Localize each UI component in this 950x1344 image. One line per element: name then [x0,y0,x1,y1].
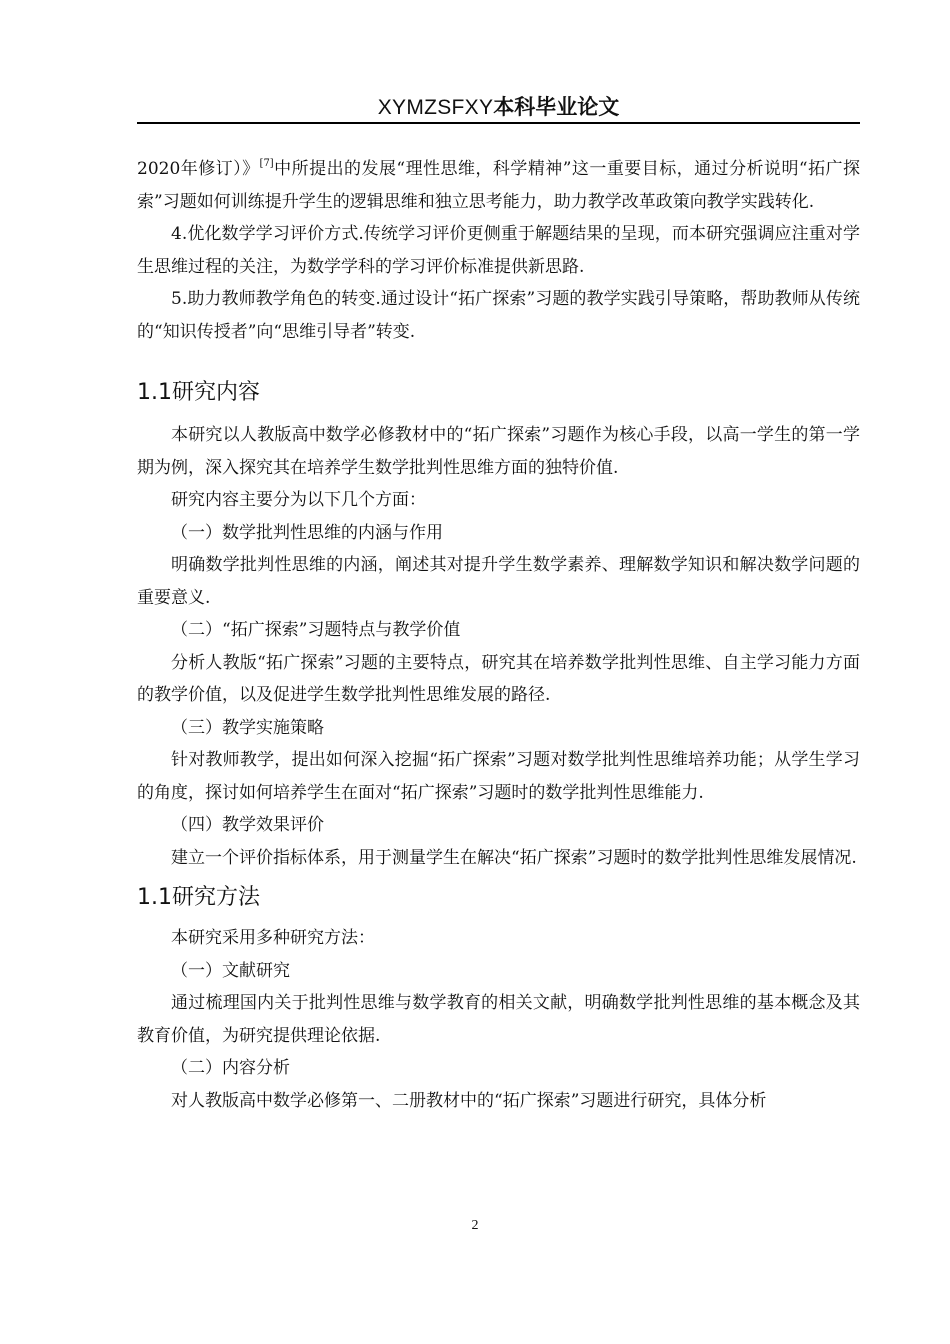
section-heading-research-methods: 1.1研究方法 [137,885,260,910]
section1-paragraph-2: 研究内容主要分为以下几个方面： [171,490,426,510]
subsection-title: （二）“拓广探索”习题特点与教学价值 [171,620,461,640]
subsection-body: 明确数学批判性思维的内涵，阐述其对提升学生数学素养、理解数学知识和解决数学问题的重要意义. [137,555,860,608]
subsection-body: 针对教师教学，提出如何深入挖掘“拓广探索”习题对数学批判性思维培养功能；从学生学习的角度，探讨如何培养学生在面对“拓广探索”习题时的数学批判性思维能力. [137,750,860,803]
subsection-body: 分析人教版“拓广探索”习题的主要特点，研究其在培养数学批判性思维、自主学习能力方面的教学价值，以及促进学生数学批判性思维发展的路径. [137,652,860,705]
intro-paragraph-1 [137,153,860,218]
subsection-body: 建立一个评价指标体系，用于测量学生在解决“拓广探索”习题时的数学批判性思维发展情况. [171,847,857,868]
section1-paragraph-1: 本研究以人教版高中数学必修教材中的“拓广探索”习题作为核心手段，以高一学生的第一学期为例，深入探究其在培养学生数学批判性思维方面的独特价值. [137,425,860,478]
intro-p1-text-b: 中所提出的发展“理性思维，科学精神”这一重要目标，通过分析说明“拓广探索”习题如何训练提升学生的逻辑思维和独立思考能力，助力教学改革政策向教学实践转化. [137,159,860,212]
section-heading-research-content: 1.1研究内容 [137,380,260,405]
subsection-title: （一）数学批判性思维的内涵与作用 [171,522,443,543]
page-number: 2 [471,1218,479,1233]
intro-paragraph-2: 4.优化数学学习评价方式.传统学习评价更侧重于解题结果的呈现，而本研究强调应注重对学生思维过程的关注，为数学学科的学习评价标准提供新思路. [137,224,860,277]
page-header [137,92,860,122]
section2-paragraph-1: 本研究采用多种研究方法： [171,928,375,948]
header-code: XYMZSFXY [377,96,494,119]
header-divider [137,122,860,124]
subsection-title: （四）教学效果评价 [171,815,324,835]
citation-ref: [7] [259,158,274,169]
page-body [137,153,860,1117]
subsection-body: 对人教版高中数学必修第一、二册教材中的“拓广探索”习题进行研究，具体分析 [171,1090,767,1111]
subsection-title: （三）教学实施策略 [171,717,324,738]
subsection-body: 通过梳理国内关于批判性思维与数学教育的相关文献，明确数学批判性思维的基本概念及其教育价值，为研究提供理论依据. [137,993,860,1046]
intro-paragraph-3: 5.助力教师教学角色的转变.通过设计“拓广探索”习题的教学实践引导策略，帮助教师从传统的“知识传授者”向“思维引导者”转变. [137,289,860,342]
subsection-title: （一）文献研究 [171,960,290,981]
header-title: 本科毕业论文 [493,95,620,119]
subsection-title: （二）内容分析 [171,1058,290,1078]
intro-p1-text-a: 2020年修订）》 [137,159,260,179]
